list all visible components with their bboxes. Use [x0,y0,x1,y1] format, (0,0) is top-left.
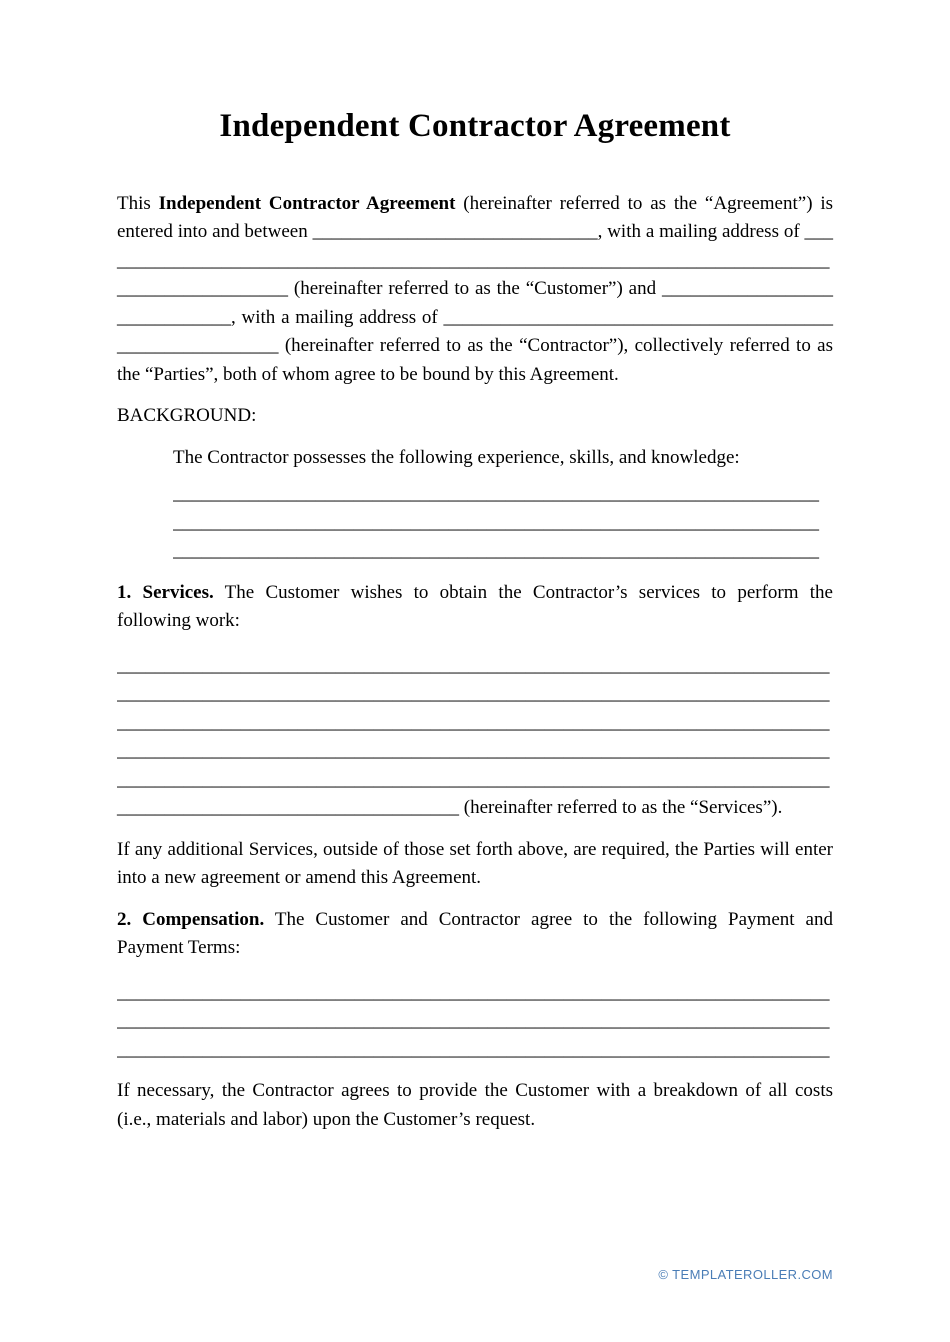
background-section [173,444,833,566]
fill-in-line: ___________________________________________________________________________ [117,683,830,704]
fill-in-line: ____________________________________________________________________ [173,483,819,504]
intro-closing-text: (hereinafter referred to as the “Contractor”), collectively referred to as the “Parties”, both of whom agree to be bound by this Agreement. [117,335,833,385]
services-closing-line [117,794,833,823]
document-title: Independent Contractor Agreement [219,108,731,144]
intro-after-customer-name-text: , with a mailing address of [597,221,805,242]
customer-name-blank: ______________________________ [312,221,598,242]
intro-after-customer-address-text: (hereinafter referred to as the “Customer”) and [288,278,662,299]
services-fill-lines [117,652,833,823]
fill-in-line: ____________________________________________________________________ [173,511,819,533]
background-lead-text: The Contractor possesses the following experience, skills, and knowledge: [173,446,740,468]
fill-in-line: ___________________________________________________________________________ [117,711,830,733]
services-closing-text: (hereinafter referred to as the “Services”). [459,797,783,818]
services-paragraph [117,579,833,636]
services-intro-text: The Customer wishes to obtain the Contractor’s services to perform the following work: [117,581,833,631]
intro-after-name-text: (hereinafter referred to as the “Agreement”) is entered into and between [117,192,834,242]
services-additional-note: If any additional Services, outside of those set forth above, are required, the Parties will enter into a new agreement or amend this Agreement. [117,838,833,888]
intro-lead-text: This [117,192,159,214]
compensation-paragraph [117,906,833,963]
fill-in-line: ___________________________________________________________________________ [117,768,830,790]
compensation-intro-text: The Customer and Contractor agree to the following Payment and Payment Terms: [117,908,833,958]
customer-address-blank: ________________________________________________________________________________________________ [117,221,833,299]
compensation-breakdown-note: If necessary, the Contractor agrees to provide the Customer with a breakdown of all costs (i.e., materials and labor) upon the Customer’s request. [117,1080,833,1130]
compensation-fill-lines [117,979,833,1065]
compensation-heading-bold: 2. Compensation. [117,908,265,930]
services-name-blank: ____________________________________ [117,797,459,818]
fill-in-line: ___________________________________________________________________________ [117,1010,830,1031]
fill-in-line: ___________________________________________________________________________ [117,740,830,761]
background-fill-lines [173,480,833,566]
intro-paragraph [117,190,833,390]
fill-in-line: ___________________________________________________________________________ [117,1038,830,1060]
contractor-name-blank: ______________________________ [117,278,833,328]
contractor-address-blank: __________________________________________________________ [117,306,833,356]
templateroller-link[interactable]: © TEMPLATEROLLER.COM [658,1266,833,1282]
agreement-name-bold: Independent Contractor Agreement [158,192,456,214]
fill-in-line: ____________________________________________________________________ [173,540,819,561]
fill-in-line: ___________________________________________________________________________ [117,981,830,1003]
fill-in-line: ___________________________________________________________________________ [117,654,830,676]
background-heading: BACKGROUND: [117,405,257,426]
intro-after-contractor-name-text: , with a mailing address of [231,306,444,328]
services-heading-bold: 1. Services. [117,581,214,603]
